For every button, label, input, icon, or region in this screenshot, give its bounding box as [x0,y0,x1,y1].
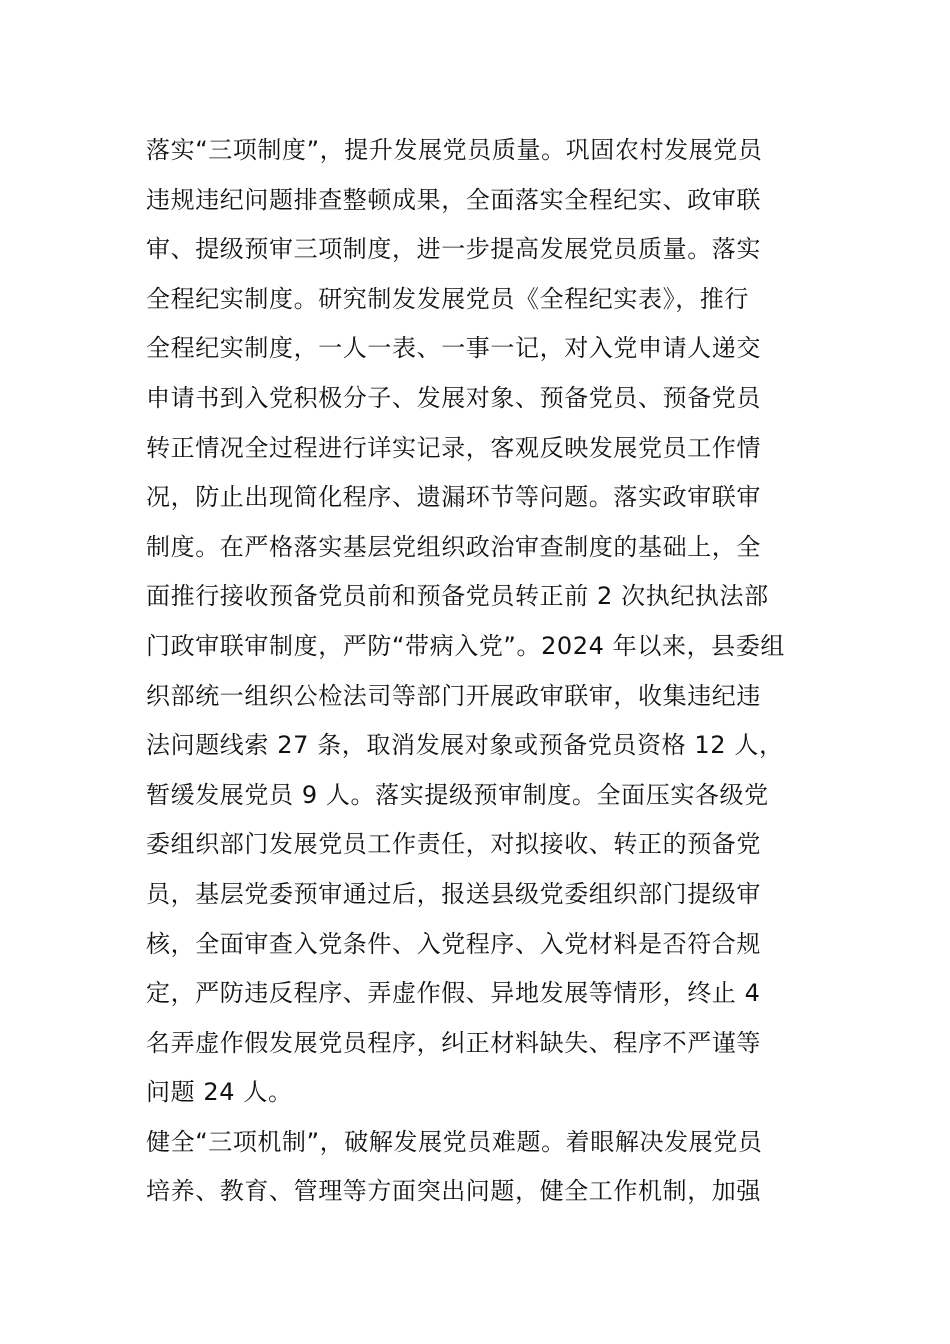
text-line: 委组织部门发展党员工作责任，对拟接收、转正的预备党 [146,830,761,859]
text-line: 培养、教育、管理等方面突出问题，健全工作机制，加强 [146,1177,761,1206]
body-text [146,126,816,1217]
text-line: 法问题线索 27 条，取消发展对象或预备党员资格 12 人， [146,731,784,760]
text-line: 门政审联审制度，严防“带病入党”。2024 年以来，县委组 [146,631,785,660]
text-line: 定，严防违反程序、弄虚作假、异地发展等情形，终止 4 [146,979,761,1008]
text-line: 健全“三项机制”，破解发展党员难题。着眼解决发展党员 [146,1127,763,1156]
text-line: 审、提级预审三项制度，进一步提高发展党员质量。落实 [146,235,761,264]
text-line: 暂缓发展党员 9 人。落实提级预审制度。全面压实各级党 [146,780,769,809]
text-line: 核，全面审查入党条件、入党程序、入党材料是否符合规 [146,929,761,958]
text-line: 织部统一组织公检法司等部门开展政审联审，收集违纪违 [146,681,761,710]
text-line: 名弄虚作假发展党员程序，纠正材料缺失、程序不严谨等 [146,1028,761,1057]
text-line: 全程纪实制度，一人一表、一事一记，对入党申请人递交 [146,334,761,363]
text-line: 落实“三项制度”，提升发展党员质量。巩固农村发展党员 [146,136,763,164]
text-line: 况，防止出现简化程序、遗漏环节等问题。落实政审联审 [146,483,761,512]
text-line: 面推行接收预备党员前和预备党员转正前 2 次执纪执法部 [146,582,769,611]
text-line: 员，基层党委预审通过后，报送县级党委组织部门提级审 [146,879,761,908]
text-line: 问题 24 人。 [146,1078,293,1107]
text-line: 转正情况全过程进行详实记录，客观反映发展党员工作情 [146,433,761,462]
text-line: 申请书到入党积极分子、发展对象、预备党员、预备党员 [146,383,761,412]
text-line: 全程纪实制度。研究制发发展党员《全程纪实表》，推行 [146,284,749,313]
text-line: 制度。在严格落实基层党组织政治审查制度的基础上，全 [146,532,761,561]
text-line: 违规违纪问题排查整顿成果，全面落实全程纪实、政审联 [146,185,761,214]
